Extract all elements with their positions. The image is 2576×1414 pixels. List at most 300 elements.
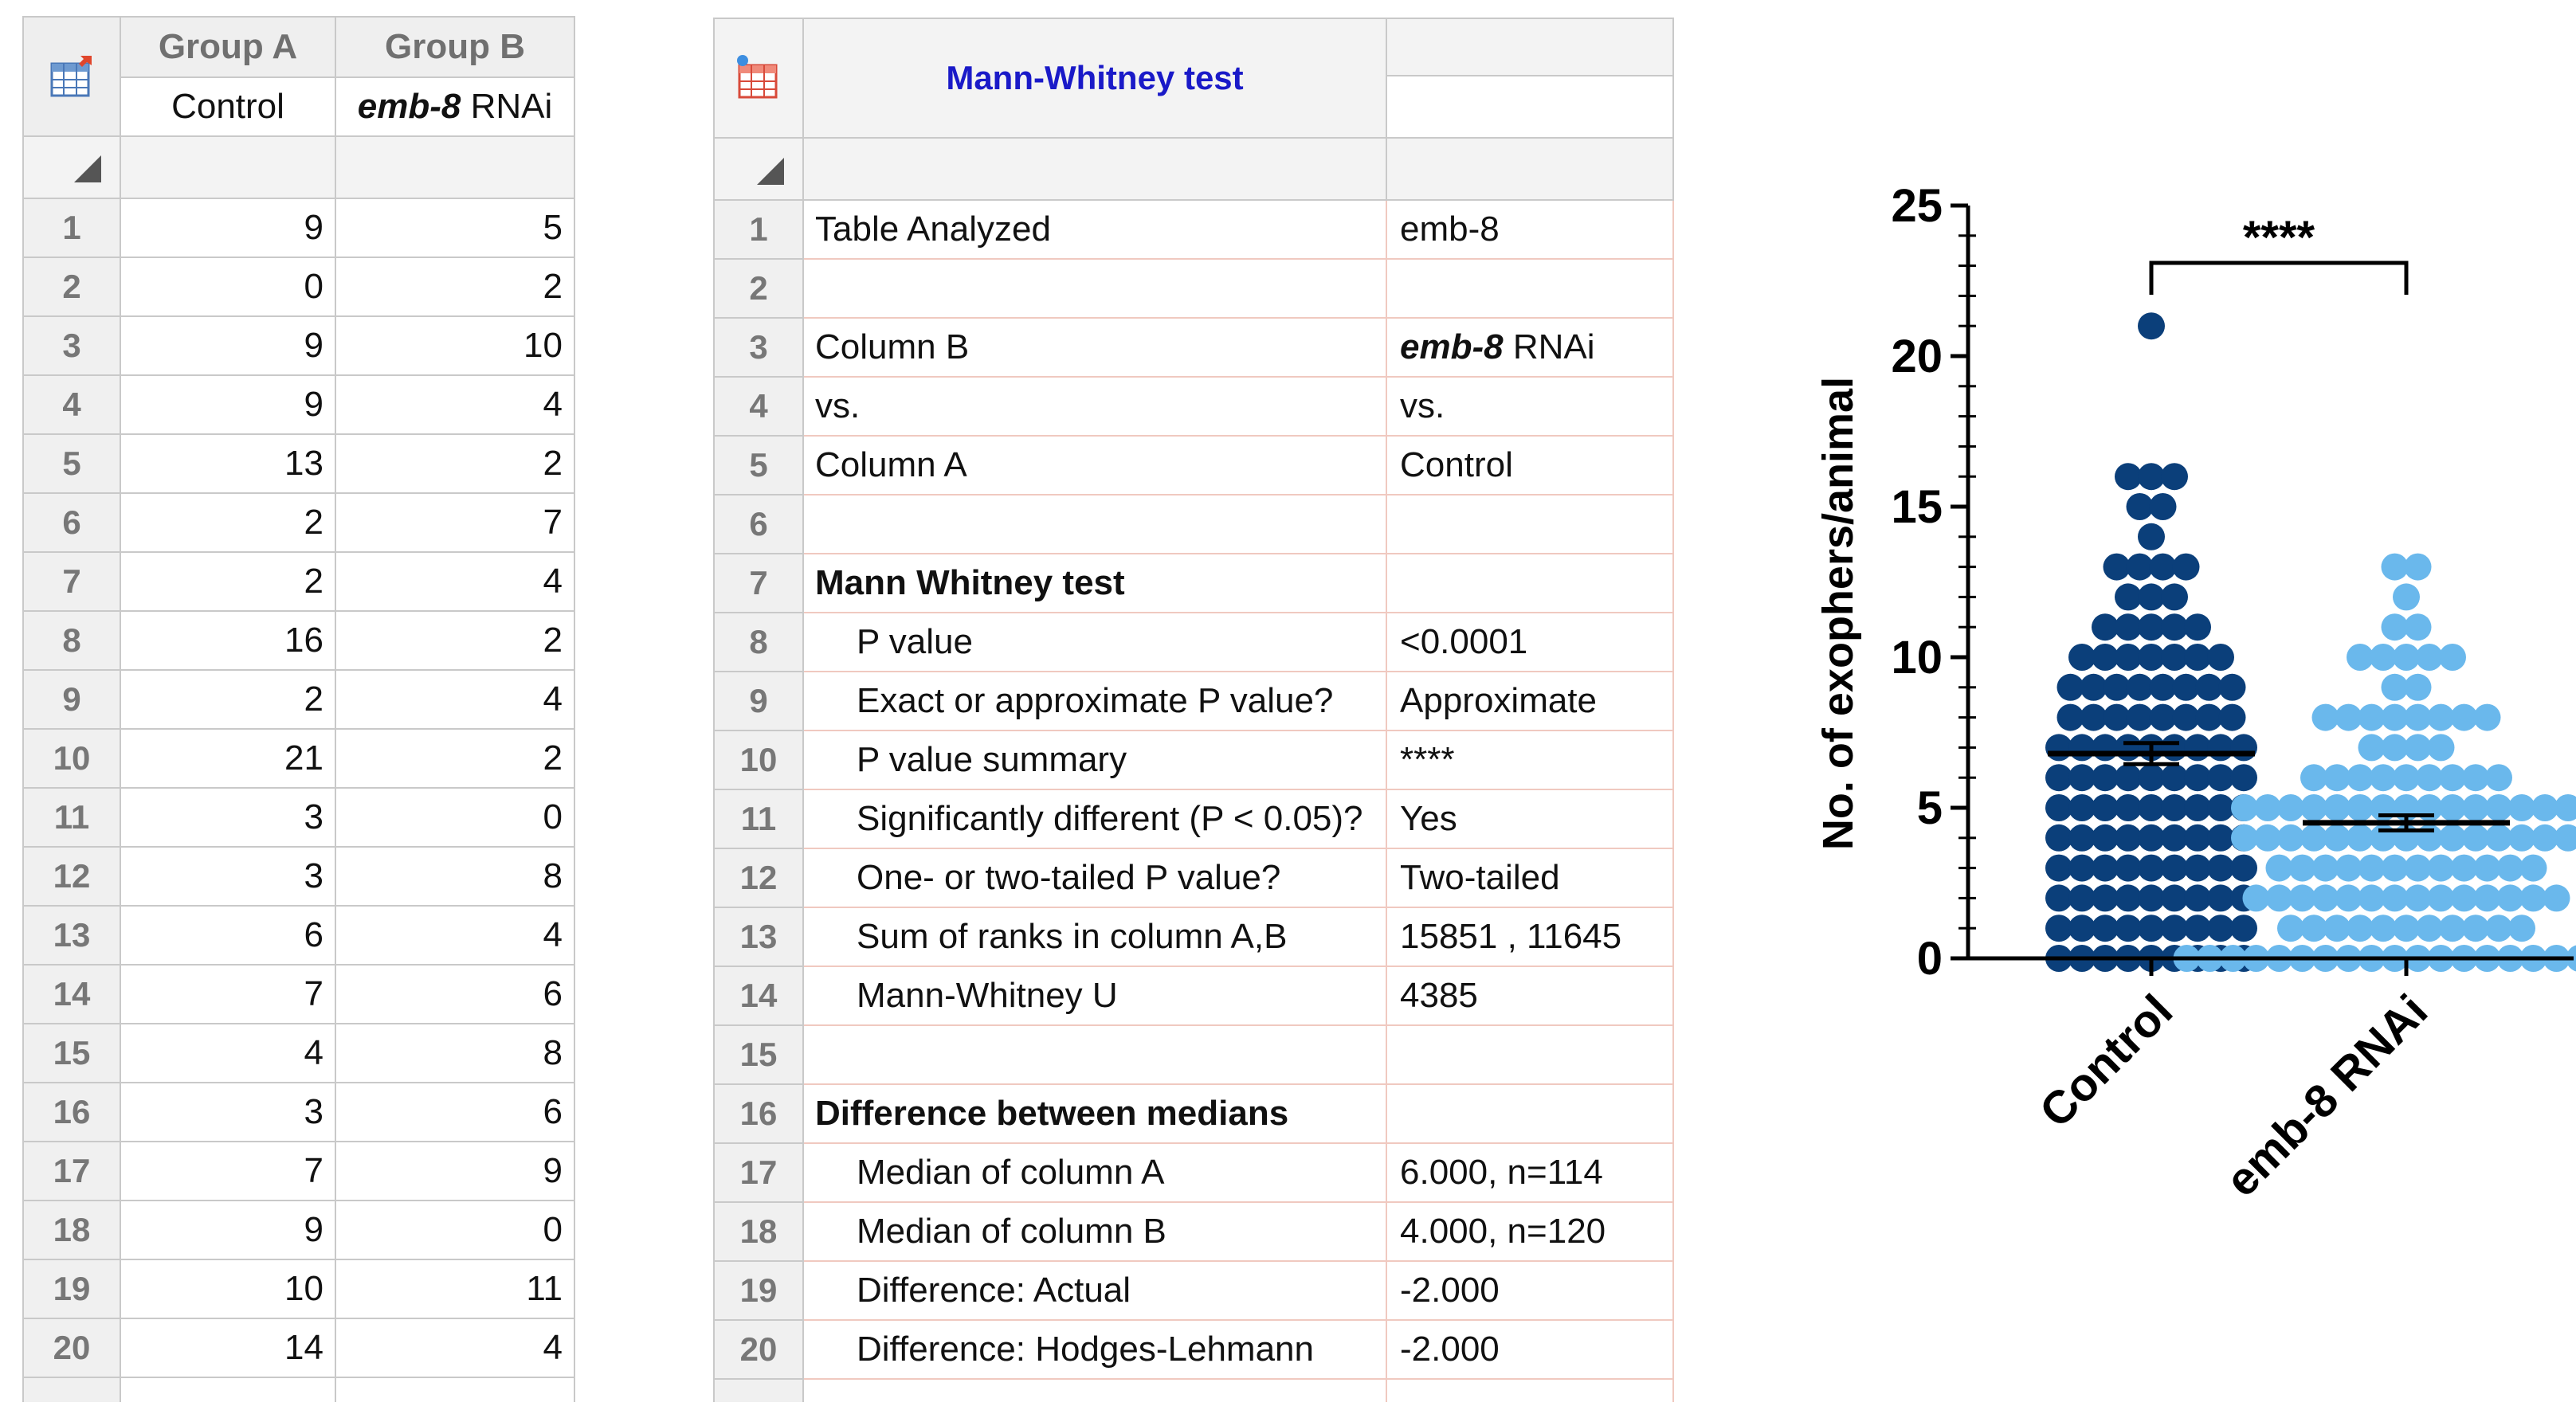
cell-group-a[interactable]: 2 (120, 493, 335, 552)
results-row[interactable] (714, 318, 1673, 377)
row-number[interactable]: 19 (23, 1259, 120, 1318)
data-point (2508, 825, 2535, 852)
cell-group-a[interactable]: 9 (120, 375, 335, 434)
data-point (2138, 613, 2165, 640)
data-point (2057, 674, 2084, 701)
data-point (2451, 704, 2478, 731)
data-table-sheet[interactable] (22, 16, 585, 1402)
result-label[interactable] (803, 495, 1386, 554)
result-label[interactable]: Mann Whitney test (803, 554, 1386, 613)
cell-group-a[interactable]: 4 (120, 1024, 335, 1083)
data-point (2207, 825, 2234, 852)
data-point (2300, 915, 2327, 942)
cell-group-a[interactable]: 3 (120, 847, 335, 906)
data-point (2370, 644, 2397, 671)
table-row[interactable] (23, 434, 574, 493)
result-value[interactable]: Control (1386, 436, 1673, 495)
results-subcorner[interactable] (714, 138, 803, 200)
results-row[interactable] (714, 672, 1673, 731)
data-point (2230, 764, 2257, 791)
result-label[interactable]: Significantly different (P < 0.05)? (803, 789, 1386, 848)
row-number[interactable]: 13 (23, 906, 120, 965)
row-number[interactable]: 8 (23, 611, 120, 670)
data-point (2520, 884, 2547, 911)
data-point (2150, 674, 2177, 701)
row-number[interactable]: 19 (714, 1261, 803, 1320)
data-point (2382, 613, 2409, 640)
data-point (2219, 704, 2246, 731)
cell-group-a[interactable]: 3 (120, 788, 335, 847)
data-point (2161, 463, 2188, 490)
table-row[interactable] (23, 1142, 574, 1201)
data-point (2416, 644, 2443, 671)
cell-group-b[interactable]: 0 (335, 788, 574, 847)
table-row[interactable] (23, 729, 574, 788)
data-point (2138, 855, 2165, 882)
data-point (2358, 855, 2386, 882)
table-row[interactable] (23, 1083, 574, 1142)
results-row-partial[interactable] (714, 1379, 1673, 1402)
data-point (2115, 644, 2142, 671)
data-point (2184, 613, 2211, 640)
table-row[interactable] (23, 1318, 574, 1377)
results-row[interactable] (714, 1084, 1673, 1143)
row-number[interactable]: 11 (714, 789, 803, 848)
result-value[interactable] (1386, 554, 1673, 613)
column-title-b[interactable] (335, 77, 574, 136)
row-number[interactable]: 5 (23, 434, 120, 493)
data-point (2045, 884, 2072, 911)
cell-group-b[interactable]: 2 (335, 729, 574, 788)
cell-group-b[interactable]: 6 (335, 965, 574, 1024)
data-point (2358, 884, 2386, 911)
row-number[interactable]: 3 (714, 318, 803, 377)
result-value[interactable]: **** (1386, 731, 1673, 789)
table-row[interactable] (23, 1201, 574, 1259)
data-point (2161, 915, 2188, 942)
row-number[interactable]: 15 (23, 1024, 120, 1083)
table-row[interactable] (23, 316, 574, 375)
data-point (2138, 463, 2165, 490)
data-point (2092, 884, 2119, 911)
column-title-a[interactable] (120, 77, 335, 136)
cell-group-b[interactable]: 2 (335, 611, 574, 670)
results-row[interactable] (714, 966, 1673, 1025)
column-title-a-text: Control (171, 87, 284, 126)
data-point (2428, 704, 2455, 731)
results-value-subheader[interactable] (1386, 76, 1673, 138)
row-number[interactable]: 10 (714, 731, 803, 789)
data-point (2382, 554, 2409, 581)
row-number[interactable]: 9 (23, 670, 120, 729)
row-number[interactable] (714, 1379, 803, 1402)
table-row[interactable] (23, 788, 574, 847)
data-point (2508, 915, 2535, 942)
column-header-a[interactable]: Group A (120, 17, 335, 77)
row-number[interactable]: 2 (23, 257, 120, 316)
data-point (2231, 794, 2258, 821)
data-point (2104, 554, 2131, 581)
results-row[interactable] (714, 436, 1673, 495)
table-row[interactable] (23, 493, 574, 552)
cell-group-a[interactable]: 16 (120, 611, 335, 670)
results-row[interactable] (714, 731, 1673, 789)
column-header-b[interactable]: Group B (335, 17, 574, 77)
cell-group-a[interactable]: 2 (120, 670, 335, 729)
data-point (2439, 644, 2466, 671)
cell-group-b[interactable]: 8 (335, 1024, 574, 1083)
result-label[interactable]: P value (803, 613, 1386, 672)
cell-group-b[interactable]: 6 (335, 1083, 574, 1142)
table-row[interactable] (23, 670, 574, 729)
data-point (2312, 855, 2339, 882)
y-tick-label: 0 (1916, 933, 1943, 985)
row-number[interactable]: 12 (714, 848, 803, 907)
data-point (2289, 884, 2316, 911)
table-row-partial[interactable] (23, 1377, 574, 1402)
row-number[interactable]: 1 (714, 200, 803, 259)
result-value[interactable] (1386, 318, 1673, 377)
result-label[interactable]: Table Analyzed (803, 200, 1386, 259)
result-label[interactable]: P value summary (803, 731, 1386, 789)
data-point (2173, 554, 2200, 581)
result-value[interactable]: vs. (1386, 377, 1673, 436)
cell-group-b[interactable]: 4 (335, 670, 574, 729)
results-row[interactable] (714, 907, 1673, 966)
cell-group-b[interactable]: 4 (335, 1318, 574, 1377)
results-row[interactable] (714, 789, 1673, 848)
result-value[interactable] (1386, 1025, 1673, 1084)
data-point (2347, 794, 2374, 821)
cell-group-a[interactable]: 10 (120, 1259, 335, 1318)
result-value[interactable]: 4385 (1386, 966, 1673, 1025)
row-number[interactable]: 6 (714, 495, 803, 554)
row-number[interactable]: 20 (714, 1320, 803, 1379)
results-row[interactable] (714, 200, 1673, 259)
data-point (2531, 794, 2558, 821)
results-table (713, 18, 1674, 1402)
results-value-header[interactable] (1386, 18, 1673, 76)
data-point (2323, 794, 2351, 821)
table-row[interactable] (23, 552, 574, 611)
row-number[interactable]: 16 (714, 1084, 803, 1143)
cell-group-a[interactable]: 6 (120, 906, 335, 965)
data-point (2115, 855, 2142, 882)
result-label[interactable]: Difference: Hodges-Lehmann (803, 1320, 1386, 1379)
data-point (2508, 794, 2535, 821)
cell-group-b[interactable]: 11 (335, 1259, 574, 1318)
cell-group-a[interactable]: 3 (120, 1083, 335, 1142)
data-point (2230, 855, 2257, 882)
table-row[interactable] (23, 611, 574, 670)
results-row[interactable] (714, 613, 1673, 672)
result-label[interactable] (803, 259, 1386, 318)
row-number[interactable]: 4 (714, 377, 803, 436)
column-title-b-text: RNAi (461, 87, 553, 126)
data-point (2092, 764, 2119, 791)
row-number[interactable]: 1 (23, 198, 120, 257)
result-label[interactable]: Column A (803, 436, 1386, 495)
result-label[interactable] (803, 1379, 1386, 1402)
cell-group-a[interactable]: 13 (120, 434, 335, 493)
results-row[interactable] (714, 1320, 1673, 1379)
row-number[interactable]: 6 (23, 493, 120, 552)
cell-group-b[interactable]: 8 (335, 847, 574, 906)
row-number[interactable]: 2 (714, 259, 803, 318)
result-value[interactable] (1386, 1379, 1673, 1402)
table-row[interactable] (23, 847, 574, 906)
data-point (2462, 794, 2489, 821)
data-point (2207, 855, 2234, 882)
data-point (2161, 884, 2188, 911)
data-point (2520, 855, 2547, 882)
result-label[interactable]: Sum of ranks in column A,B (803, 907, 1386, 966)
cell-group-a[interactable]: 9 (120, 198, 335, 257)
cell-group-b[interactable]: 4 (335, 906, 574, 965)
data-point (2127, 704, 2154, 731)
cell-group-a[interactable]: 14 (120, 1318, 335, 1377)
cell-group-a[interactable]: 2 (120, 552, 335, 611)
row-number[interactable]: 20 (23, 1318, 120, 1377)
row-number[interactable]: 4 (23, 375, 120, 434)
result-value[interactable]: Approximate (1386, 672, 1673, 731)
cell-group-a[interactable]: 9 (120, 1201, 335, 1259)
data-point (2416, 764, 2443, 791)
data-point (2045, 855, 2072, 882)
results-row[interactable] (714, 554, 1673, 613)
data-point (2312, 704, 2339, 731)
result-value[interactable]: Yes (1386, 789, 1673, 848)
row-number[interactable]: 15 (714, 1025, 803, 1084)
data-point (2312, 884, 2339, 911)
results-row[interactable] (714, 377, 1673, 436)
result-label[interactable]: Mann-Whitney U (803, 966, 1386, 1025)
table-row[interactable] (23, 965, 574, 1024)
table-row[interactable] (23, 906, 574, 965)
data-point (2184, 825, 2211, 852)
cell-group-b[interactable]: 7 (335, 493, 574, 552)
data-point (2485, 764, 2512, 791)
data-point (2543, 884, 2570, 911)
results-row[interactable] (714, 1261, 1673, 1320)
data-point (2161, 644, 2188, 671)
result-value[interactable]: 6.000, n=114 (1386, 1143, 1673, 1202)
subcolumn-corner[interactable] (23, 136, 120, 198)
result-label[interactable]: One- or two-tailed P value? (803, 848, 1386, 907)
data-point (2300, 825, 2327, 852)
cell-group-b[interactable]: 4 (335, 375, 574, 434)
data-point (2104, 674, 2131, 701)
result-value[interactable] (1386, 259, 1673, 318)
result-label[interactable]: Column B (803, 318, 1386, 377)
data-point (2173, 704, 2200, 731)
results-row[interactable] (714, 848, 1673, 907)
row-number[interactable]: 18 (714, 1202, 803, 1261)
results-corner-cell[interactable] (714, 18, 803, 138)
cell-group-a[interactable]: 0 (120, 257, 335, 316)
cell-group-b[interactable] (335, 1377, 574, 1402)
row-number[interactable]: 13 (714, 907, 803, 966)
row-number[interactable]: 17 (23, 1142, 120, 1201)
table-corner-cell[interactable] (23, 17, 120, 136)
data-point (2428, 884, 2455, 911)
data-point (2184, 644, 2211, 671)
row-number[interactable]: 3 (23, 316, 120, 375)
table-row[interactable] (23, 1259, 574, 1318)
cell-group-a[interactable]: 21 (120, 729, 335, 788)
data-point (2474, 704, 2501, 731)
result-label[interactable]: Median of column A (803, 1143, 1386, 1202)
data-point (2092, 644, 2119, 671)
result-value[interactable]: Two-tailed (1386, 848, 1673, 907)
row-number[interactable]: 10 (23, 729, 120, 788)
y-tick-label: 20 (1891, 331, 1943, 382)
data-point (2219, 674, 2246, 701)
data-point (2323, 825, 2351, 852)
result-value[interactable]: 15851 , 11645 (1386, 907, 1673, 966)
cell-group-a[interactable] (120, 1377, 335, 1402)
data-point (2161, 613, 2188, 640)
data-point (2207, 644, 2234, 671)
cell-group-b[interactable]: 2 (335, 257, 574, 316)
data-point (2277, 915, 2304, 942)
row-number[interactable]: 7 (23, 552, 120, 611)
result-label[interactable]: Difference: Actual (803, 1261, 1386, 1320)
data-point (2230, 734, 2257, 761)
data-point (2451, 855, 2478, 882)
cell-group-b[interactable]: 10 (335, 316, 574, 375)
results-row[interactable] (714, 495, 1673, 554)
row-number[interactable]: 5 (714, 436, 803, 495)
results-row[interactable] (714, 1202, 1673, 1261)
cell-group-b[interactable]: 4 (335, 552, 574, 611)
data-point (2115, 613, 2142, 640)
y-tick-label: 10 (1891, 632, 1943, 683)
results-row[interactable] (714, 1025, 1673, 1084)
data-point (2462, 764, 2489, 791)
result-label[interactable]: Median of column B (803, 1202, 1386, 1261)
cell-group-a[interactable]: 9 (120, 316, 335, 375)
data-point (2207, 734, 2234, 761)
data-point (2300, 794, 2327, 821)
data-point (2196, 674, 2223, 701)
significance-label: **** (2242, 212, 2315, 264)
row-number[interactable]: 17 (714, 1143, 803, 1202)
data-point (2161, 794, 2188, 821)
cell-group-b[interactable]: 9 (335, 1142, 574, 1201)
results-subheader-label[interactable] (803, 138, 1386, 200)
data-point (2150, 554, 2177, 581)
data-point (2138, 915, 2165, 942)
result-value[interactable]: -2.000 (1386, 1261, 1673, 1320)
y-axis-label: No. of exophers/animal (1814, 376, 1862, 851)
cell-group-b[interactable]: 0 (335, 1201, 574, 1259)
data-point (2138, 523, 2165, 550)
data-point (2138, 825, 2165, 852)
data-point (2138, 644, 2165, 671)
result-label[interactable]: vs. (803, 377, 1386, 436)
data-point (2138, 312, 2165, 339)
row-number[interactable]: 11 (23, 788, 120, 847)
table-row[interactable] (23, 375, 574, 434)
table-row[interactable] (23, 257, 574, 316)
data-point (2150, 493, 2177, 520)
data-point (2138, 794, 2165, 821)
data-point (2092, 825, 2119, 852)
data-point (2138, 583, 2165, 610)
cell-group-b[interactable]: 2 (335, 434, 574, 493)
results-row[interactable] (714, 259, 1673, 318)
data-point (2439, 915, 2466, 942)
cell-group-a[interactable]: 7 (120, 965, 335, 1024)
data-point (2068, 734, 2096, 761)
data-point (2207, 884, 2234, 911)
row-number[interactable]: 12 (23, 847, 120, 906)
data-point (2115, 884, 2142, 911)
result-label[interactable]: Difference between medians (803, 1084, 1386, 1143)
row-number[interactable]: 7 (714, 554, 803, 613)
data-point (2405, 884, 2432, 911)
row-number[interactable]: 8 (714, 613, 803, 672)
cell-group-a[interactable]: 7 (120, 1142, 335, 1201)
subcolumn-header-b[interactable] (335, 136, 574, 198)
x-category-label: emb-8 RNAi (2215, 985, 2438, 1207)
row-number[interactable]: 14 (23, 965, 120, 1024)
results-row[interactable] (714, 1143, 1673, 1202)
data-point (2347, 825, 2374, 852)
result-label[interactable]: Exact or approximate P value? (803, 672, 1386, 731)
chart-points (2045, 312, 2576, 972)
result-value[interactable] (1386, 1084, 1673, 1143)
result-value[interactable] (1386, 495, 1673, 554)
result-value[interactable]: <0.0001 (1386, 613, 1673, 672)
data-point (2451, 884, 2478, 911)
data-point (2231, 825, 2258, 852)
data-point (2115, 764, 2142, 791)
subcolumn-header-a[interactable] (120, 136, 335, 198)
data-point (2161, 734, 2188, 761)
data-point (2405, 554, 2432, 581)
row-number[interactable]: 16 (23, 1083, 120, 1142)
result-label[interactable] (803, 1025, 1386, 1084)
results-subheader-value[interactable] (1386, 138, 1673, 200)
data-point (2138, 884, 2165, 911)
data-point (2138, 764, 2165, 791)
cell-group-b[interactable]: 5 (335, 198, 574, 257)
table-row[interactable] (23, 198, 574, 257)
data-point (2068, 855, 2096, 882)
results-title[interactable]: Mann-Whitney test (803, 18, 1386, 138)
data-point (2428, 734, 2455, 761)
data-point (2323, 915, 2351, 942)
data-point (2439, 764, 2466, 791)
y-tick-label: 15 (1891, 481, 1943, 533)
row-number[interactable] (23, 1377, 120, 1402)
data-point (2068, 644, 2096, 671)
row-number[interactable]: 14 (714, 966, 803, 1025)
row-number[interactable]: 9 (714, 672, 803, 731)
result-value[interactable]: emb-8 (1386, 200, 1673, 259)
table-row[interactable] (23, 1024, 574, 1083)
data-point (2335, 855, 2362, 882)
result-value[interactable]: 4.000, n=120 (1386, 1202, 1673, 1261)
data-point (2393, 764, 2420, 791)
results-sheet[interactable] (713, 18, 1693, 1402)
data-point (2127, 674, 2154, 701)
result-value[interactable]: -2.000 (1386, 1320, 1673, 1379)
row-number[interactable]: 18 (23, 1201, 120, 1259)
data-point (2127, 554, 2154, 581)
